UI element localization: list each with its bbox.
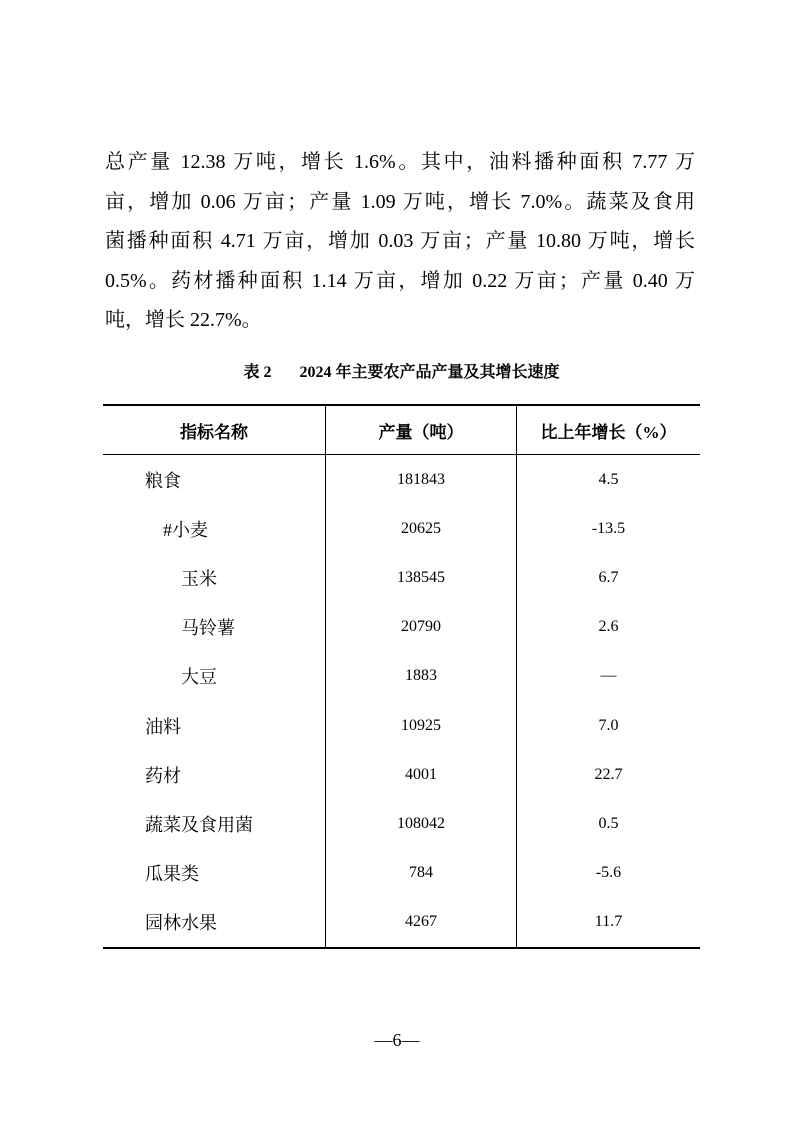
row-output: 4001 xyxy=(325,750,516,799)
row-growth: 6.7 xyxy=(516,553,700,602)
table-caption-title: 2024 年主要农产品产量及其增长速度 xyxy=(299,364,560,381)
row-name: 大豆 xyxy=(181,667,217,688)
row-name: 粮食 xyxy=(145,470,181,491)
row-output: 181843 xyxy=(325,455,516,504)
paragraph-line: 总产量 12.38 万吨，增长 1.6%。其中，油料播种面积 7.77 万 xyxy=(105,151,695,173)
page-number: —6— xyxy=(374,1030,420,1050)
row-name: 药材 xyxy=(145,765,181,786)
row-output: 138545 xyxy=(325,553,516,602)
row-output: 10925 xyxy=(325,701,516,750)
row-growth: 2.6 xyxy=(516,603,700,652)
body-paragraph xyxy=(105,143,695,341)
row-growth: 22.7 xyxy=(516,750,700,799)
table-row xyxy=(103,849,700,898)
production-table xyxy=(103,404,700,949)
row-growth: 4.5 xyxy=(516,455,700,504)
row-output: 20790 xyxy=(325,603,516,652)
table-row xyxy=(103,750,700,799)
table-caption xyxy=(103,361,700,385)
row-growth: -13.5 xyxy=(516,504,700,553)
row-name: 油料 xyxy=(145,716,181,737)
row-output: 1883 xyxy=(325,652,516,701)
header-indicator-name: 指标名称 xyxy=(180,422,248,442)
row-output: 4267 xyxy=(325,898,516,947)
paragraph-line: 吨，增长 22.7%。 xyxy=(105,309,262,331)
row-name: 蔬菜及食用菌 xyxy=(145,814,253,835)
row-growth: 0.5 xyxy=(516,799,700,848)
row-name: 瓜果类 xyxy=(145,864,199,885)
row-output: 20625 xyxy=(325,504,516,553)
paragraph-line: 亩，增加 0.06 万亩；产量 1.09 万吨，增长 7.0%。蔬菜及食用 xyxy=(105,190,695,213)
row-name: 园林水果 xyxy=(145,913,217,934)
header-output: 产量（吨） xyxy=(325,406,516,454)
table-row xyxy=(103,652,700,701)
row-output: 108042 xyxy=(325,799,516,848)
row-name: #小麦 xyxy=(163,519,208,540)
table-row xyxy=(103,455,700,504)
row-growth: — xyxy=(516,652,700,701)
table-row xyxy=(103,701,700,750)
table-header-row xyxy=(103,406,700,455)
row-growth: 11.7 xyxy=(516,898,700,947)
row-name: 玉米 xyxy=(181,568,217,589)
table-caption-label: 表 2 xyxy=(243,364,272,381)
row-name: 马铃薯 xyxy=(181,618,235,639)
paragraph-line: 0.5%。药材播种面积 1.14 万亩，增加 0.22 万亩；产量 0.40 万 xyxy=(105,269,695,292)
row-growth: 7.0 xyxy=(516,701,700,750)
table-row xyxy=(103,603,700,652)
table-row xyxy=(103,898,700,947)
table-row xyxy=(103,504,700,553)
row-output: 784 xyxy=(325,849,516,898)
header-growth: 比上年增长（%） xyxy=(516,406,700,454)
row-growth: -5.6 xyxy=(516,849,700,898)
table-row xyxy=(103,553,700,602)
table-row xyxy=(103,799,700,848)
paragraph-line: 菌播种面积 4.71 万亩，增加 0.03 万亩；产量 10.80 万吨，增长 xyxy=(105,230,695,252)
